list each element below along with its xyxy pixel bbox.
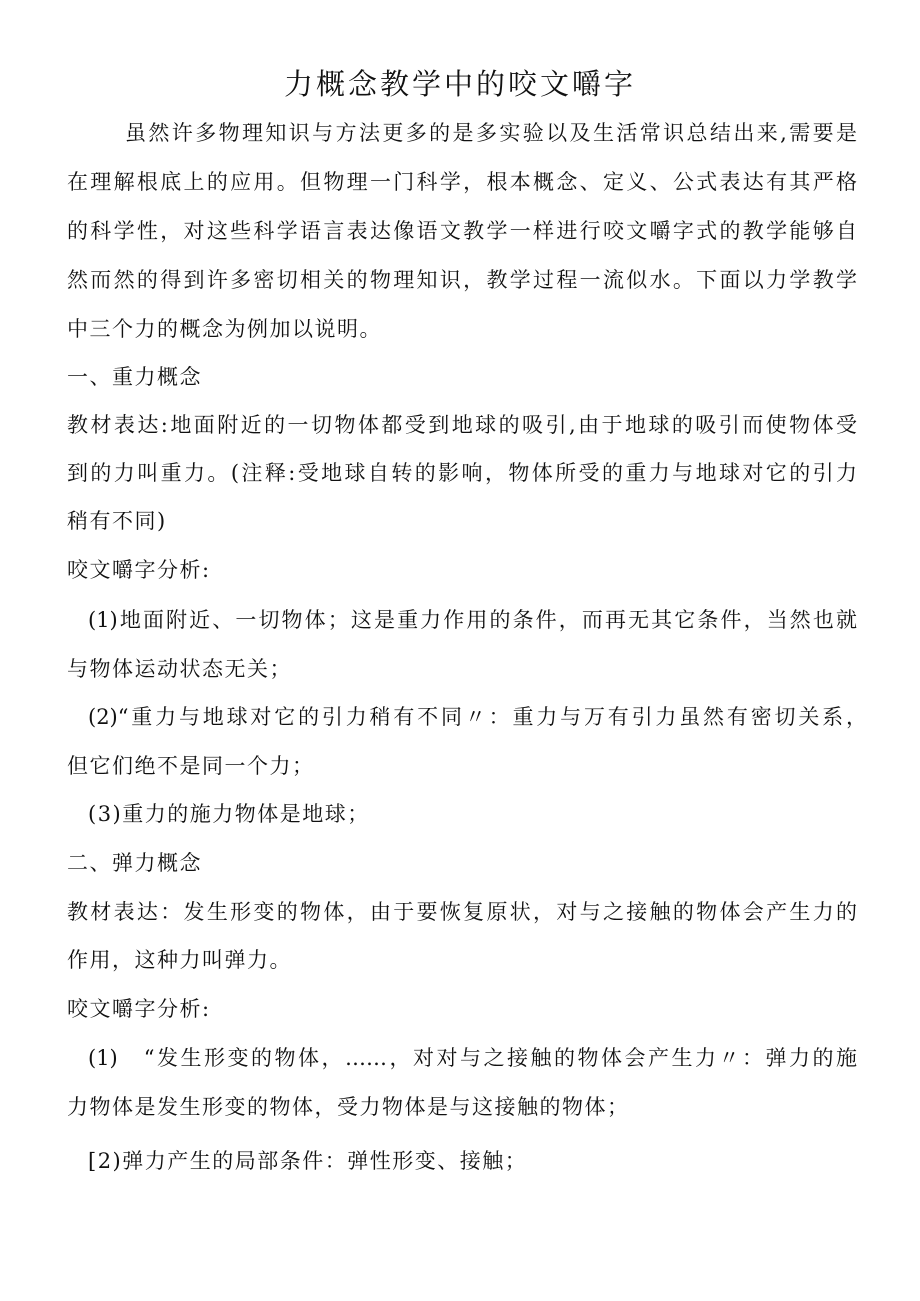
section2-item1-line-2: 力物体是发生形变的物体，受力物体是与这接触的物体； — [67, 1095, 630, 1119]
intro-line-3: 的科学性，对这些科学语言表达像语文教学一样进行咬文嚼字式的教学能够自 — [67, 219, 857, 243]
section1-definition-line-1: 教材表达:地面附近的一切物体都受到地球的吸引,由于地球的吸引而使物体受 — [67, 413, 857, 437]
section1-item3: (3)重力的施力物体是地球； — [88, 802, 370, 826]
document-title: 力概念教学中的咬文嚼字 — [283, 67, 636, 101]
intro-line-5: 中三个力的概念为例加以说明。 — [67, 317, 382, 341]
intro-line-1: 虽然许多物理知识与方法更多的是多实验以及生活常识总结出来,需要是 — [125, 121, 857, 145]
section1-item2-line-1: (2)“重力与地球对它的引力稍有不同〃：重力与万有引力虽然有密切关系， — [88, 705, 867, 729]
section2-item1-line-1: (1) “发生形变的物体，……，对对与之接触的物体会产生力〃：弹力的施 — [88, 1046, 857, 1070]
section1-analysis-label: 咬文嚼字分析: — [67, 558, 211, 582]
intro-line-2: 在理解根底上的应用。但物理一门科学，根本概念、定义、公式表达有其严格 — [67, 170, 857, 194]
section1-item1-line-2: 与物体运动状态无关； — [67, 657, 292, 681]
section1-definition-line-3: 稍有不同) — [67, 509, 167, 533]
section1-item1-line-1: (1)地面附近、一切物体；这是重力作用的条件，而再无其它条件，当然也就 — [88, 608, 857, 632]
section2-definition-line-2: 作用，这种力叫弹力。 — [67, 948, 292, 972]
section2-heading: 二、弹力概念 — [67, 851, 202, 875]
section1-item2-line-2: 但它们绝不是同一个力； — [67, 754, 315, 778]
section1-heading: 一、重力概念 — [67, 365, 202, 389]
intro-line-4: 然而然的得到许多密切相关的物理知识，教学过程一流似水。下面以力学教学 — [67, 268, 857, 292]
section2-analysis-label: 咬文嚼字分析: — [67, 997, 211, 1021]
section2-item2: [2)弹力产生的局部条件：弹性形变、接触； — [88, 1149, 528, 1173]
section2-definition-line-1: 教材表达：发生形变的物体，由于要恢复原状，对与之接触的物体会产生力的 — [67, 900, 857, 924]
section1-definition-line-2: 到的力叫重力。(注释:受地球自转的影响，物体所受的重力与地球对它的引力 — [67, 461, 857, 485]
